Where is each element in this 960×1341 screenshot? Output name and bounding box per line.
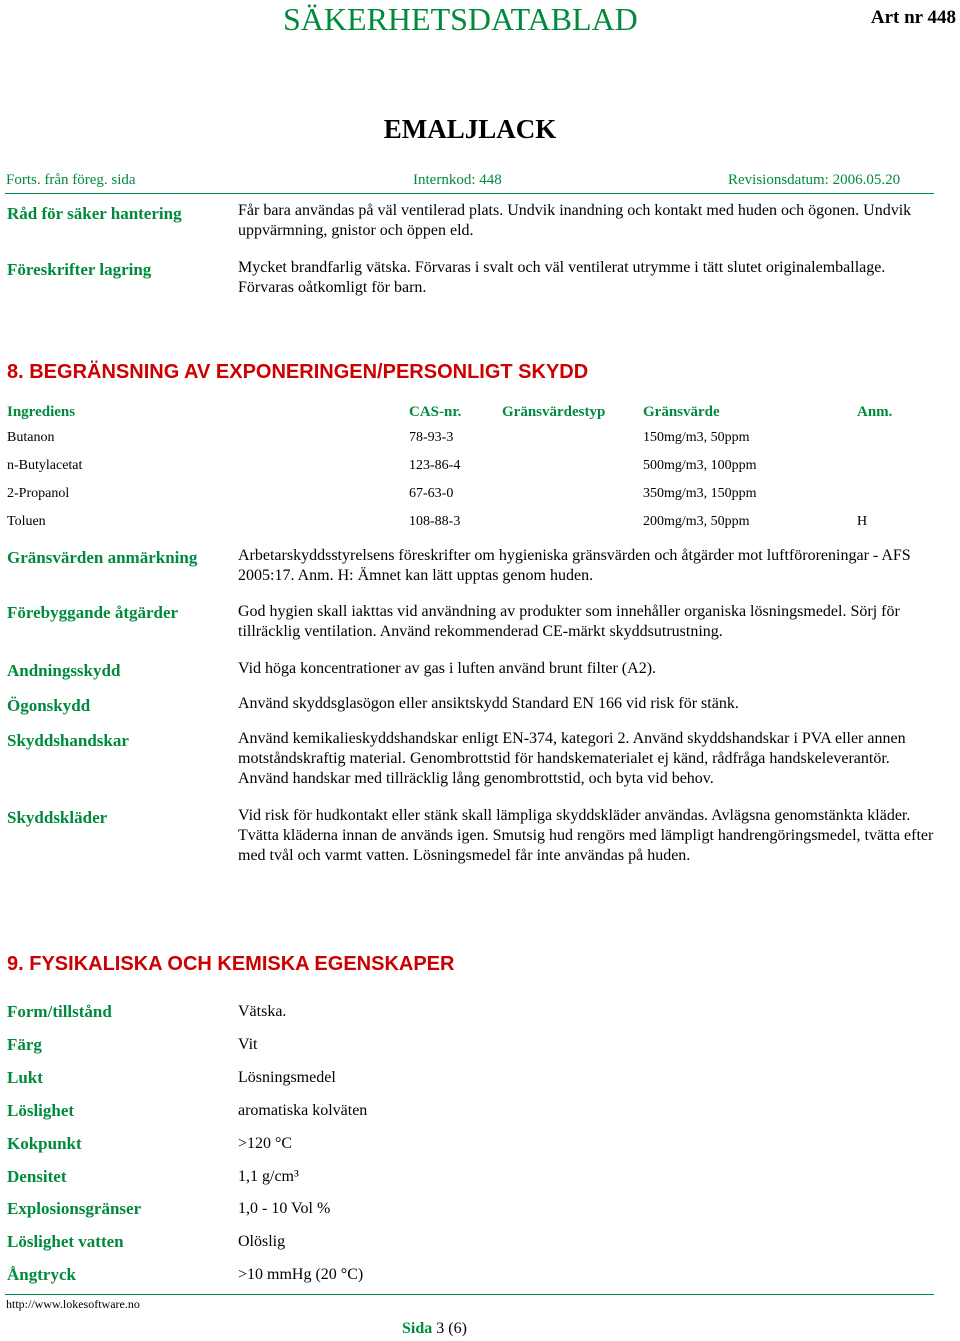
odor-label: Lukt [7, 1068, 43, 1087]
internal-code: Internkod: 448 [413, 172, 502, 188]
respiratory-label: Andningsskydd [7, 661, 121, 680]
ingredient-name: Butanon [7, 430, 55, 445]
form-value: Vätska. [238, 1003, 287, 1020]
boiling-point-value: >120 °C [238, 1135, 293, 1152]
limit-remark-label: Gränsvärden anmärkning [7, 548, 198, 567]
clothing-label: Skyddskläder [7, 808, 108, 827]
gloves-label: Skyddshandskar [7, 731, 129, 750]
cas-number: 78-93-3 [409, 430, 454, 445]
safe-handling-label: Råd för säker hantering [7, 204, 182, 223]
eye-protection-text: Använd skyddsglasögon eller ansiktskydd Standard EN 166 vid risk för stänk. [238, 695, 739, 712]
column-limit-value: Gränsvärde [643, 404, 720, 420]
limit-value: 500mg/m3, 100ppm [643, 458, 757, 473]
cas-number: 67-63-0 [409, 486, 454, 501]
limit-value: 350mg/m3, 150ppm [643, 486, 757, 501]
preventive-text: God hygien skall iakttas vid användning av produkter som innehåller organiska lösningsmedel. Sörj för tillräcklig ventilation. Använd rekommenderad CE-märkt skyddsutrustning. [238, 603, 900, 640]
section-9-heading: 9. FYSIKALISKA OCH KEMISKA EGENSKAPER [7, 953, 455, 975]
revision-date: Revisionsdatum: 2006.05.20 [728, 172, 901, 188]
vapor-pressure-value: >10 mmHg (20 °C) [238, 1266, 364, 1283]
density-label: Densitet [7, 1167, 67, 1186]
column-cas: CAS-nr. [409, 404, 462, 420]
cas-number: 123-86-4 [409, 458, 461, 473]
page-label: Sida [402, 1320, 433, 1337]
page-number: 3 (6) [436, 1320, 467, 1337]
section-8-heading: 8. BEGRÄNSNING AV EXPONERINGEN/PERSONLIGT SKYDD [7, 361, 589, 383]
continuation-label: Forts. från föreg. sida [6, 172, 136, 188]
storage-text: Mycket brandfarlig vätska. Förvaras i svalt och väl ventilerat utrymme i tätt slutet originalemballage. Förvaras oåtkomligt för barn. [238, 259, 886, 296]
ingredient-name: n-Butylacetat [7, 458, 83, 473]
ingredient-name: Toluen [7, 514, 46, 529]
note: H [857, 514, 868, 529]
product-name: EMALJLACK [383, 114, 557, 144]
limit-value: 150mg/m3, 50ppm [643, 430, 750, 445]
color-value: Vit [238, 1036, 258, 1053]
boiling-point-label: Kokpunkt [7, 1134, 82, 1153]
column-limit-type: Gränsvärdestyp [502, 404, 606, 420]
column-ingredient: Ingrediens [7, 404, 76, 420]
water-solubility-value: Olöslig [238, 1233, 286, 1250]
ingredient-name: 2-Propanol [7, 486, 70, 501]
solubility-label: Löslighet [7, 1101, 75, 1120]
solubility-value: aromatiska kolväten [238, 1102, 368, 1119]
explosion-limits-value: 1,0 - 10 Vol % [238, 1200, 331, 1217]
preventive-label: Förebyggande åtgärder [7, 603, 179, 622]
explosion-limits-label: Explosionsgränser [7, 1199, 142, 1218]
form-label: Form/tillstånd [7, 1002, 112, 1021]
vapor-pressure-label: Ångtryck [7, 1265, 76, 1284]
article-number: Art nr 448 [870, 7, 956, 28]
gloves-text: Använd kemikalieskyddshandskar enligt EN-374, kategori 2. Använd skyddshandskar i PVA eller annen motståndskraftig material. Genombrottstid för handskematerialet ej känd, rådfråga handskeleverantör. Använd handskar med tillräcklig lång genombrottstid, och byta vid behov. [238, 730, 906, 787]
storage-label: Föreskrifter lagring [7, 260, 152, 279]
header-divider [5, 193, 934, 194]
eye-protection-label: Ögonskydd [7, 696, 91, 715]
color-label: Färg [7, 1035, 42, 1054]
density-value: 1,1 g/cm³ [238, 1168, 299, 1185]
page-indicator [402, 1320, 467, 1338]
water-solubility-label: Löslighet vatten [7, 1232, 124, 1251]
document-title: SÄKERHETSDATABLAD [283, 1, 638, 37]
cas-number: 108-88-3 [409, 514, 461, 529]
footer-url[interactable]: http://www.lokesoftware.no [6, 1297, 140, 1311]
limit-remark-text: Arbetarskyddsstyrelsens föreskrifter om hygieniska gränsvärden och åtgärder mot luftföroreningar - AFS 2005:17. Anm. H: Ämnet kan lätt upptas genom huden. [238, 547, 911, 584]
safe-handling-text: Får bara användas på väl ventilerad plats. Undvik inandning och kontakt med huden och ögonen. Undvik uppvärmning, gnistor och öppen eld. [238, 202, 912, 239]
column-note: Anm. [857, 404, 893, 420]
limit-value: 200mg/m3, 50ppm [643, 514, 750, 529]
odor-value: Lösningsmedel [238, 1069, 336, 1086]
respiratory-text: Vid höga koncentrationer av gas i luften använd brunt filter (A2). [238, 660, 657, 677]
footer-divider [5, 1294, 934, 1295]
clothing-text: Vid risk för hudkontakt eller stänk skall lämpliga skyddskläder användas. Avlägsna genomstänkta kläder. Tvätta kläderna innan de används igen. Smutsig hud rengörs med lämpligt handrengöringsmedel, tvätta efter med tvål och varmt vatten. Lösningsmedel får inte användas på huden. [238, 807, 934, 864]
